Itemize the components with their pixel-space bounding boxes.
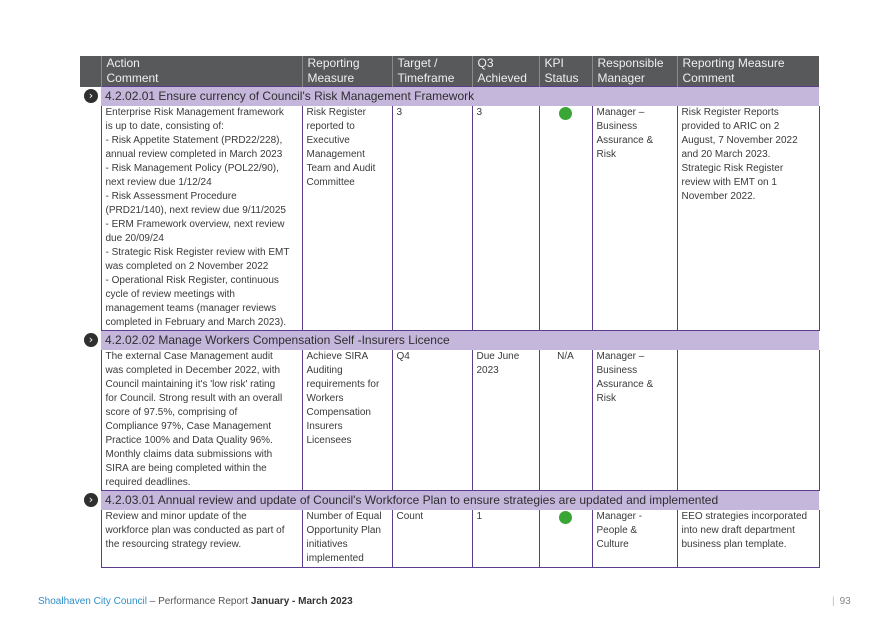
header-reporting-measure: Reporting Measure xyxy=(302,56,392,87)
table-row xyxy=(80,106,819,331)
header-responsible-manager: Responsible Manager xyxy=(592,56,677,87)
section-row[interactable] xyxy=(80,87,819,107)
kpi-status-cell xyxy=(539,510,592,568)
footer-period: January - March 2023 xyxy=(250,596,353,607)
header-gutter xyxy=(80,56,101,87)
table-row xyxy=(80,350,819,491)
section-toggle[interactable] xyxy=(80,87,101,107)
responsible-manager-cell: Manager – Business Assurance & Risk xyxy=(592,106,677,331)
section-row[interactable] xyxy=(80,491,819,511)
responsible-manager-cell: Manager – Business Assurance & Risk xyxy=(592,350,677,491)
chevron-right-circle-icon[interactable]: › xyxy=(84,89,98,103)
q3-achieved-cell: 3 xyxy=(472,106,539,331)
chevron-right-circle-icon[interactable]: › xyxy=(84,493,98,507)
row-gutter xyxy=(80,106,101,331)
page-number: | 93 xyxy=(832,596,851,607)
action-comment-cell: Review and minor update of the workforce plan was conducted as part of the resourcing strategy review. xyxy=(101,510,302,568)
footer-report: Performance Report xyxy=(158,596,251,607)
responsible-manager-cell: Manager - People & Culture xyxy=(592,510,677,568)
status-dot-icon xyxy=(559,511,572,524)
footer-separator: – xyxy=(146,596,159,607)
section-toggle[interactable] xyxy=(80,331,101,351)
section-title: 4.2.02.01 Ensure currency of Council's Risk Management Framework xyxy=(101,87,819,107)
header-target-timeframe: Target / Timeframe xyxy=(392,56,472,87)
reporting-measure-cell: Number of Equal Opportunity Plan initiatives implemented xyxy=(302,510,392,568)
row-gutter xyxy=(80,510,101,568)
footer-org: Shoalhaven City Council xyxy=(38,596,147,607)
target-cell: Count xyxy=(392,510,472,568)
header-reporting-measure-comment: Reporting Measure Comment xyxy=(677,56,819,87)
header-action-comment: Action Comment xyxy=(101,56,302,87)
header-kpi-status: KPI Status xyxy=(539,56,592,87)
kpi-status-cell: N/A xyxy=(539,350,592,491)
q3-achieved-cell: Due June 2023 xyxy=(472,350,539,491)
action-comment-cell: Enterprise Risk Management framework is up to date, consisting of: - Risk Appetite Statement (PRD22/228), annual review completed in March 2023 - Risk Management Policy (POL22/90), next review due 1/12/24 - Risk Assessment Procedure (PRD21/140), next review due 9/11/2025 - ERM Framework overview, next review due 20/09/24 - Strategic Risk Register review with EMT was completed on 2 November 2022 - Operational Risk Register, continuous cycle of review meetings with management teams (manager reviews completed in February and March 2023). xyxy=(101,106,302,331)
table-row xyxy=(80,510,819,568)
reporting-measure-cell: Achieve SIRA Auditing requirements for Workers Compensation Insurers Licensees xyxy=(302,350,392,491)
section-toggle[interactable] xyxy=(80,491,101,511)
q3-achieved-cell: 1 xyxy=(472,510,539,568)
table-header-row xyxy=(80,56,819,87)
section-title: 4.2.02.02 Manage Workers Compensation Self -Insurers Licence xyxy=(101,331,819,351)
target-cell: Q4 xyxy=(392,350,472,491)
measure-comment-cell xyxy=(677,350,819,491)
header-q3-achieved: Q3 Achieved xyxy=(472,56,539,87)
kpi-status-cell xyxy=(539,106,592,331)
measure-comment-cell: EEO strategies incorporated into new draft department business plan template. xyxy=(677,510,819,568)
chevron-right-circle-icon[interactable]: › xyxy=(84,333,98,347)
section-title: 4.2.03.01 Annual review and update of Council's Workforce Plan to ensure strategies are updated and implemented xyxy=(101,491,819,511)
measure-comment-cell: Risk Register Reports provided to ARIC on 2 August, 7 November 2022 and 20 March 2023. Strategic Risk Register review with EMT on 1 November 2022. xyxy=(677,106,819,331)
target-cell: 3 xyxy=(392,106,472,331)
action-comment-cell: The external Case Management audit was completed in December 2022, with Council maintaining it's 'low risk' rating for Council. Strong result with an overall score of 97.5%, comprising of Compliance 97%, Case Management Practice 100% and Data Quality 96%. Monthly claims data submissions with SIRA are being completed within the required deadlines. xyxy=(101,350,302,491)
action-plan-table xyxy=(80,56,820,568)
status-dot-icon xyxy=(559,107,572,120)
page-footer xyxy=(38,596,353,607)
row-gutter xyxy=(80,350,101,491)
reporting-measure-cell: Risk Register reported to Executive Management Team and Audit Committee xyxy=(302,106,392,331)
section-row[interactable] xyxy=(80,331,819,351)
